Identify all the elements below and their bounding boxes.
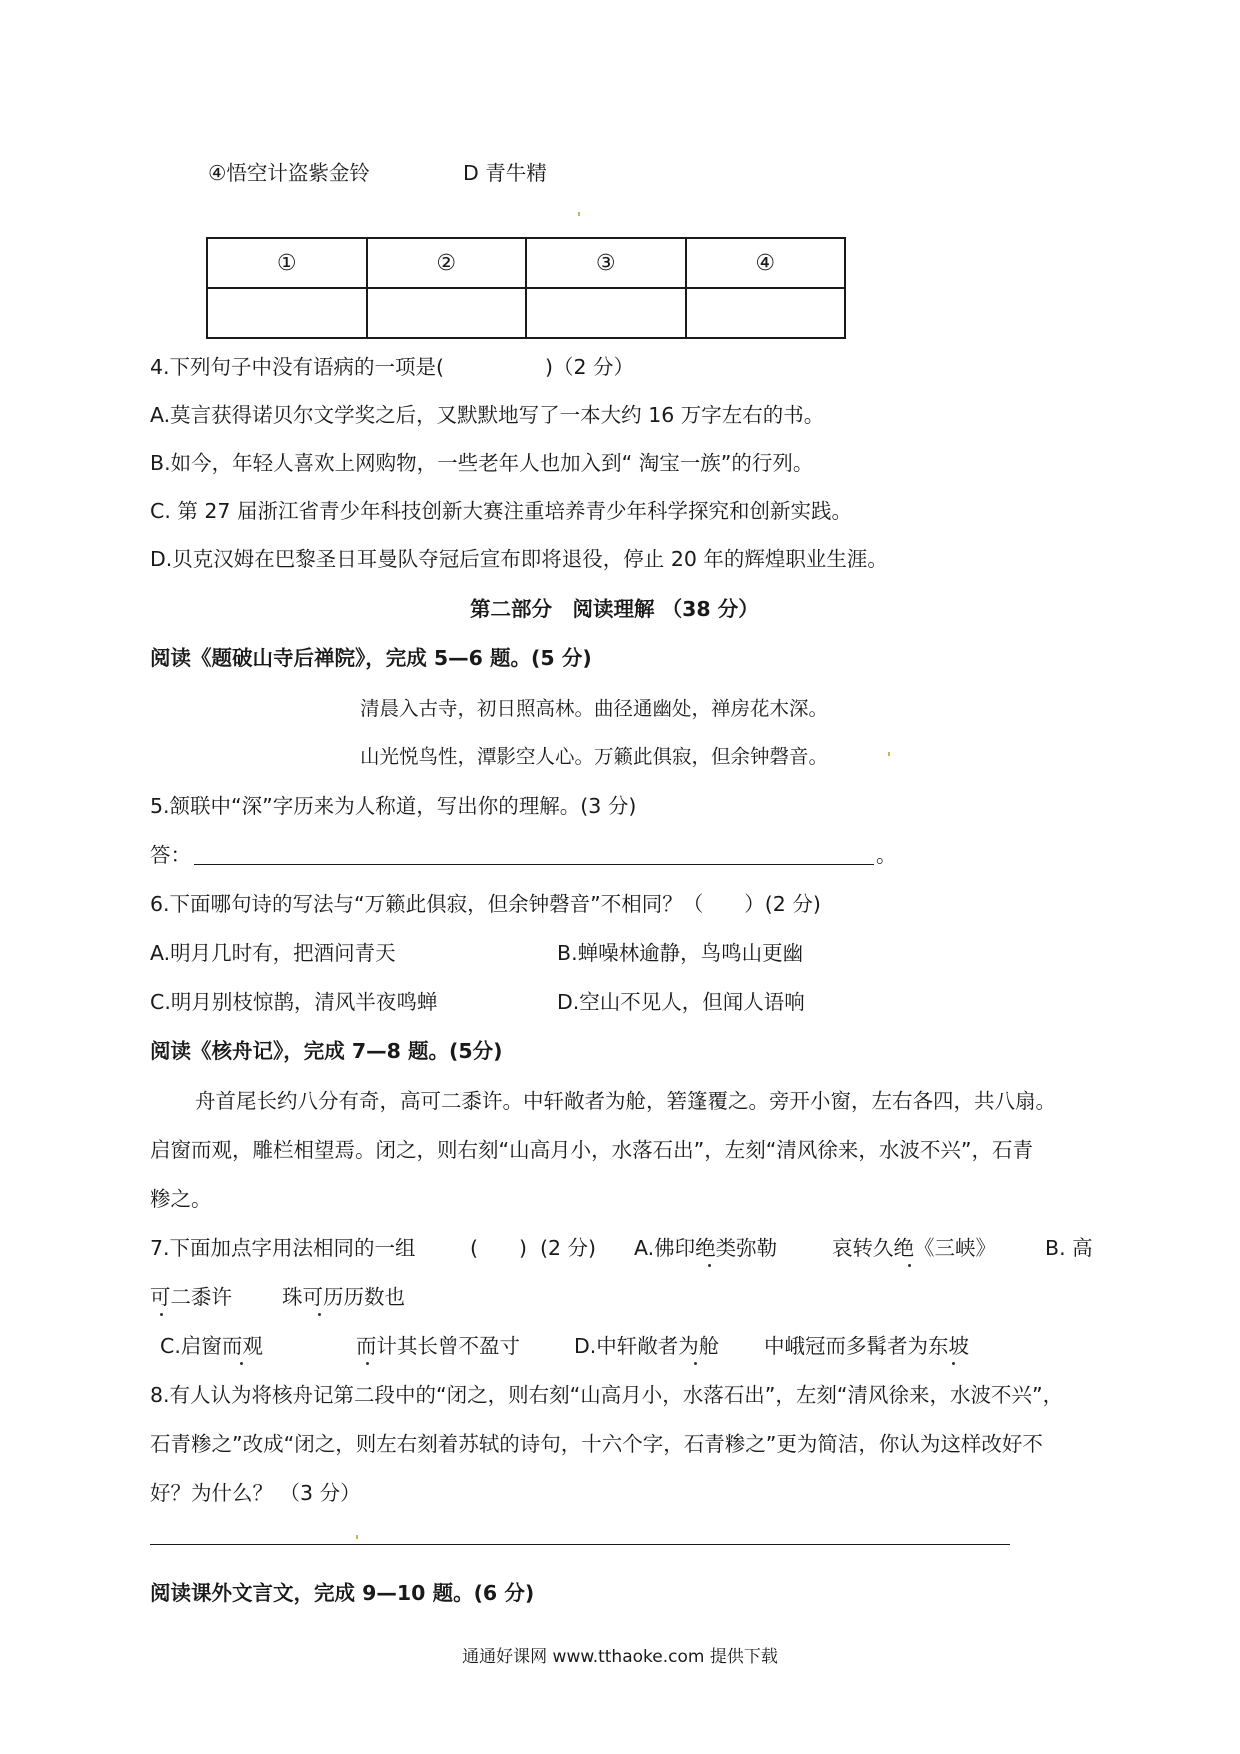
scan-speck [578, 212, 580, 216]
reading1-heading: 阅读《题破山寺后禅院》，完成 5—6 题。(5 分) [150, 646, 592, 670]
answer-table-header-row [207, 238, 845, 288]
passage-line-1: 舟首尾长约八分有奇，高可二黍许。中轩敞者为舱，箬篷覆之。旁开小窗，左右各四，共八扇。 [195, 1089, 1056, 1113]
q7-stem: 7.下面加点字用法相同的一组 [150, 1236, 416, 1260]
q3-option-d: D 青牛精 [463, 161, 547, 185]
answer-table-header: ① [207, 238, 367, 288]
emphasis-dot [952, 1362, 955, 1365]
q6-option-d: D.空山不见人，但闻人语响 [557, 990, 805, 1014]
q4-stem: 4.下列句子中没有语病的一项是( [150, 355, 445, 379]
emphasis-dot [160, 1313, 163, 1316]
q7-option-b-label: B. 高 [1045, 1236, 1093, 1260]
q5-answer-line[interactable] [194, 864, 874, 865]
q5-stem: 5.颔联中“深”字历来为人称道，写出你的理解。(3 分) [150, 794, 637, 818]
emphasis-dot [240, 1362, 243, 1365]
q8-line-2: 石青糁之”改成“闭之，则左右刻着苏轼的诗句，十六个字，石青糁之”更为简洁，你认为这样改好不 [150, 1432, 1043, 1456]
answer-table [206, 237, 846, 339]
q5-answer-end: 。 [876, 843, 897, 867]
q7-option-b-cont: 可二黍许 [150, 1285, 232, 1309]
answer-cell[interactable] [367, 288, 527, 338]
passage-line-3: 糁之。 [150, 1187, 212, 1211]
answer-table-answer-row [207, 288, 845, 338]
q7-option-a-1: A.佛印绝类弥勒 [634, 1236, 778, 1260]
q4-stem-end: )（2 分） [545, 355, 635, 379]
q7-option-c-2: 而计其长曾不盈寸 [356, 1334, 520, 1358]
q7-option-d-2: 中峨冠而多髯者为东坡 [764, 1334, 969, 1358]
q4-option-c: C. 第 27 届浙江省青少年科技创新大赛注重培养青少年科学探究和创新实践。 [150, 499, 852, 523]
part2-title: 第二部分 阅读理解 （38 分） [470, 597, 759, 621]
poem-line-1: 清晨入古寺，初日照高林。曲径通幽处，禅房花木深。 [360, 697, 829, 720]
poem-line-2: 山光悦鸟性，潭影空人心。万籁此俱寂，但余钟磬音。 [360, 745, 829, 768]
reading2-heading: 阅读《核舟记》，完成 7—8 题。(5分) [150, 1039, 503, 1063]
q8-line-3: 好？为什么？ （3 分） [150, 1481, 361, 1505]
q6-stem: 6.下面哪句诗的写法与“万籁此俱寂，但余钟磬音”不相同？（ ）(2 分) [150, 892, 821, 916]
q7-option-c-1: C.启窗而观 [160, 1334, 263, 1358]
answer-table-header: ② [367, 238, 527, 288]
q6-option-a: A.明月几时有，把酒问青天 [150, 941, 396, 965]
emphasis-dot [908, 1264, 911, 1267]
emphasis-dot [694, 1362, 697, 1365]
passage-line-2: 启窗而观，雕栏相望焉。闭之，则右刻“山高月小，水落石出”，左刻“清风徐来，水波不兴”，石青 [150, 1138, 1033, 1162]
q7-score: (2 分) [540, 1236, 597, 1260]
q6-option-c: C.明月别枝惊鹊，清风半夜鸣蝉 [150, 990, 438, 1014]
answer-cell[interactable] [207, 288, 367, 338]
q7-option-a-2: 哀转久绝《三峡》 [832, 1236, 996, 1260]
scan-speck [888, 752, 890, 756]
scan-speck [356, 1535, 358, 1539]
emphasis-dot [366, 1362, 369, 1365]
q6-option-b: B.蝉噪林逾静，鸟鸣山更幽 [557, 941, 804, 965]
emphasis-dot [318, 1313, 321, 1316]
answer-cell[interactable] [686, 288, 846, 338]
q4-option-a: A.莫言获得诺贝尔文学奖之后，又默默地写了一本大约 16 万字左右的书。 [150, 403, 825, 427]
q5-answer-label: 答： [150, 843, 191, 867]
q7-paren: ( ) [470, 1236, 527, 1260]
reading3-heading: 阅读课外文言文，完成 9—10 题。(6 分) [150, 1581, 535, 1605]
q4-option-d: D.贝克汉姆在巴黎圣日耳曼队夺冠后宣布即将退役，停止 20 年的辉煌职业生涯。 [150, 547, 888, 571]
emphasis-dot [708, 1264, 711, 1267]
answer-table-header: ④ [686, 238, 846, 288]
q7-option-b-2: 珠可历历数也 [282, 1285, 405, 1309]
q7-option-d-1: D.中轩敞者为舱 [574, 1334, 720, 1358]
answer-cell[interactable] [526, 288, 686, 338]
q8-answer-line[interactable] [150, 1544, 1010, 1545]
answer-table-header: ③ [526, 238, 686, 288]
q3-item4: ④悟空计盗紫金铃 [208, 161, 370, 185]
page-footer: 通通好课网 www.tthaoke.com 提供下载 [462, 1647, 778, 1667]
q8-line-1: 8.有人认为将核舟记第二段中的“闭之，则右刻“山高月小，水落石出”，左刻“清风徐来，水波不兴”， [150, 1383, 1064, 1407]
q4-option-b: B.如今，年轻人喜欢上网购物，一些老年人也加入到“ 淘宝一族”的行列。 [150, 451, 814, 475]
